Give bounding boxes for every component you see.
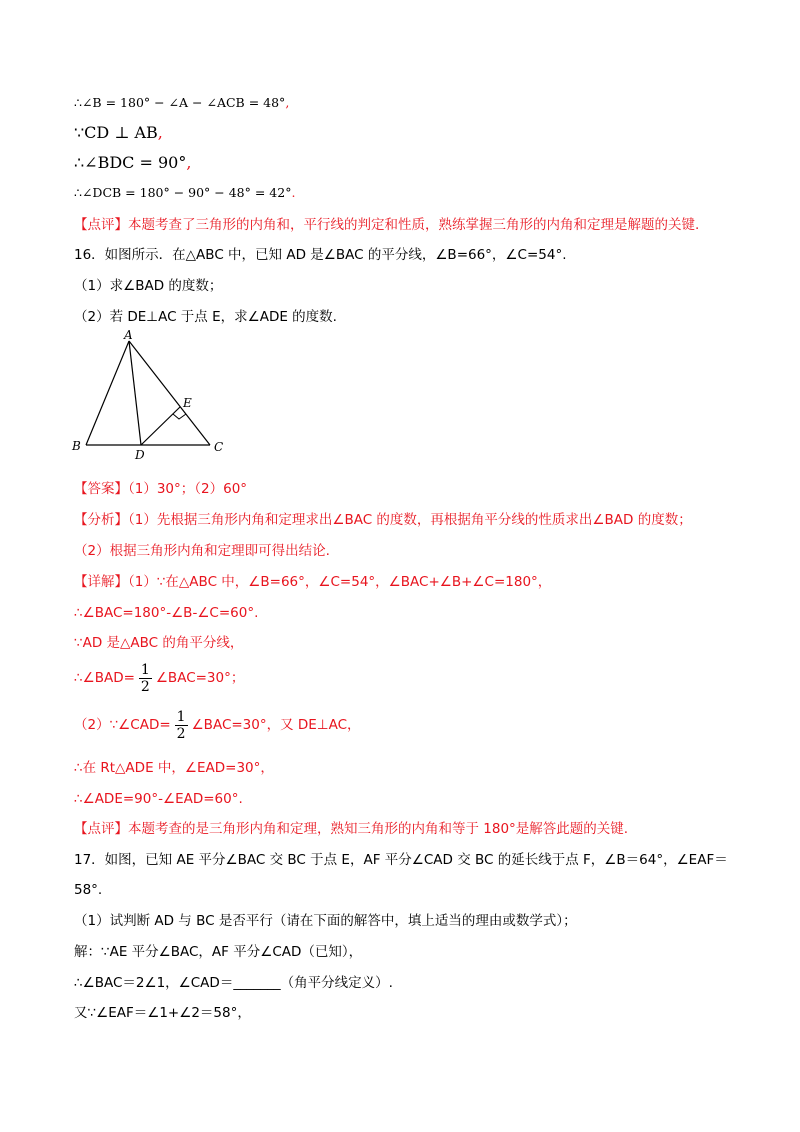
label-c: C	[214, 440, 224, 454]
question-17-cont: 58°.	[74, 882, 103, 898]
detail-text: （2）∵∠CAD=	[74, 717, 171, 733]
solution-17-line-2	[74, 973, 393, 993]
detail-text: ∠BAC=30°；	[155, 670, 245, 686]
solution-17-line-3: 又∵∠EAF＝∠1+∠2＝58°，	[74, 1005, 251, 1021]
fill-blank[interactable]: _______	[233, 975, 281, 991]
equation-text: ∴∠BDC = 90°	[74, 153, 187, 172]
question-16: 16．如图所示．在△ABC 中，已知 AD 是∠BAC 的平分线，∠B=66°，∠C=54°.	[74, 247, 567, 263]
fraction-denominator: 2	[176, 725, 186, 742]
solution-text: ∴∠BAC＝2∠1，∠CAD＝	[74, 975, 234, 991]
equation-text: ∵CD ⊥ AB	[74, 123, 158, 142]
detail-5	[74, 707, 361, 743]
label-d: D	[135, 448, 145, 462]
detail-1: 【详解】（1）∵在△ABC 中，∠B=66°，∠C=54°，∠BAC+∠B+∠C=180°，	[74, 574, 552, 590]
question-16-part-1: （1）求∠BAD 的度数；	[74, 278, 223, 294]
detail-7: ∴∠ADE=90°-∠EAD=60°.	[74, 791, 243, 807]
detail-2: ∴∠BAC=180°-∠B-∠C=60°.	[74, 605, 259, 621]
analysis-2: （2）根据三角形内角和定理即可得出结论.	[74, 543, 330, 559]
fraction-numerator: 1	[176, 708, 186, 725]
fraction-denominator: 2	[140, 678, 150, 695]
solution-17-line-1: 解：∵AE 平分∠BAC，AF 平分∠CAD（已知），	[74, 944, 363, 960]
solution-line-1	[74, 93, 289, 113]
punctuation: ,	[285, 95, 290, 110]
punctuation: ,	[186, 153, 192, 172]
detail-6: ∴在 Rt△ADE 中，∠EAD=30°，	[74, 760, 274, 776]
question-17-part-1: （1）试判断 AD 与 BC 是否平行（请在下面的解答中，填上适当的理由或数学式）；	[74, 913, 577, 929]
label-b: B	[72, 439, 81, 453]
solution-text: （角平分线定义）.	[280, 975, 393, 991]
detail-3: ∵AD 是△ABC 的角平分线，	[74, 635, 244, 651]
detail-text: ∴∠BAD=	[74, 670, 135, 686]
analysis-1: 【分析】（1）先根据三角形内角和定理求出∠BAC 的度数，再根据角平分线的性质求出∠BAD 的度数；	[74, 512, 692, 528]
label-a: A	[124, 328, 133, 342]
solution-line-4	[74, 183, 295, 203]
fraction	[139, 662, 152, 695]
equation-text: ∴∠B = 180° − ∠A − ∠ACB = 48°	[74, 95, 286, 110]
question-16-part-2: （2）若 DE⊥AC 于点 E，求∠ADE 的度数.	[74, 309, 337, 325]
answer: 【答案】（1）30°；（2）60°	[74, 481, 248, 497]
punctuation: ,	[157, 123, 163, 142]
detail-text: ∠BAC=30°，又 DE⊥AC，	[191, 717, 361, 733]
fraction-numerator: 1	[140, 661, 150, 678]
review-1: 【点评】本题考查了三角形的内角和，平行线的判定和性质，熟练掌握三角形的内角和定理是解题的关键.	[74, 217, 700, 233]
label-e: E	[183, 396, 192, 410]
equation-text: ∴∠DCB = 180° − 90° − 48° = 42°	[74, 185, 292, 200]
detail-4	[74, 660, 244, 696]
review-2: 【点评】本题考查的是三角形内角和定理，熟知三角形的内角和等于 180°是解答此题的关键.	[74, 821, 629, 837]
triangle-figure	[68, 328, 233, 463]
solution-line-2	[74, 123, 163, 143]
solution-line-3	[74, 153, 191, 173]
question-17: 17．如图，已知 AE 平分∠BAC 交 BC 于点 E，AF 平分∠CAD 交 BC 的延长线于点 F，∠B＝64°，∠EAF＝	[74, 852, 728, 868]
fraction	[175, 709, 188, 742]
punctuation: .	[291, 185, 296, 200]
